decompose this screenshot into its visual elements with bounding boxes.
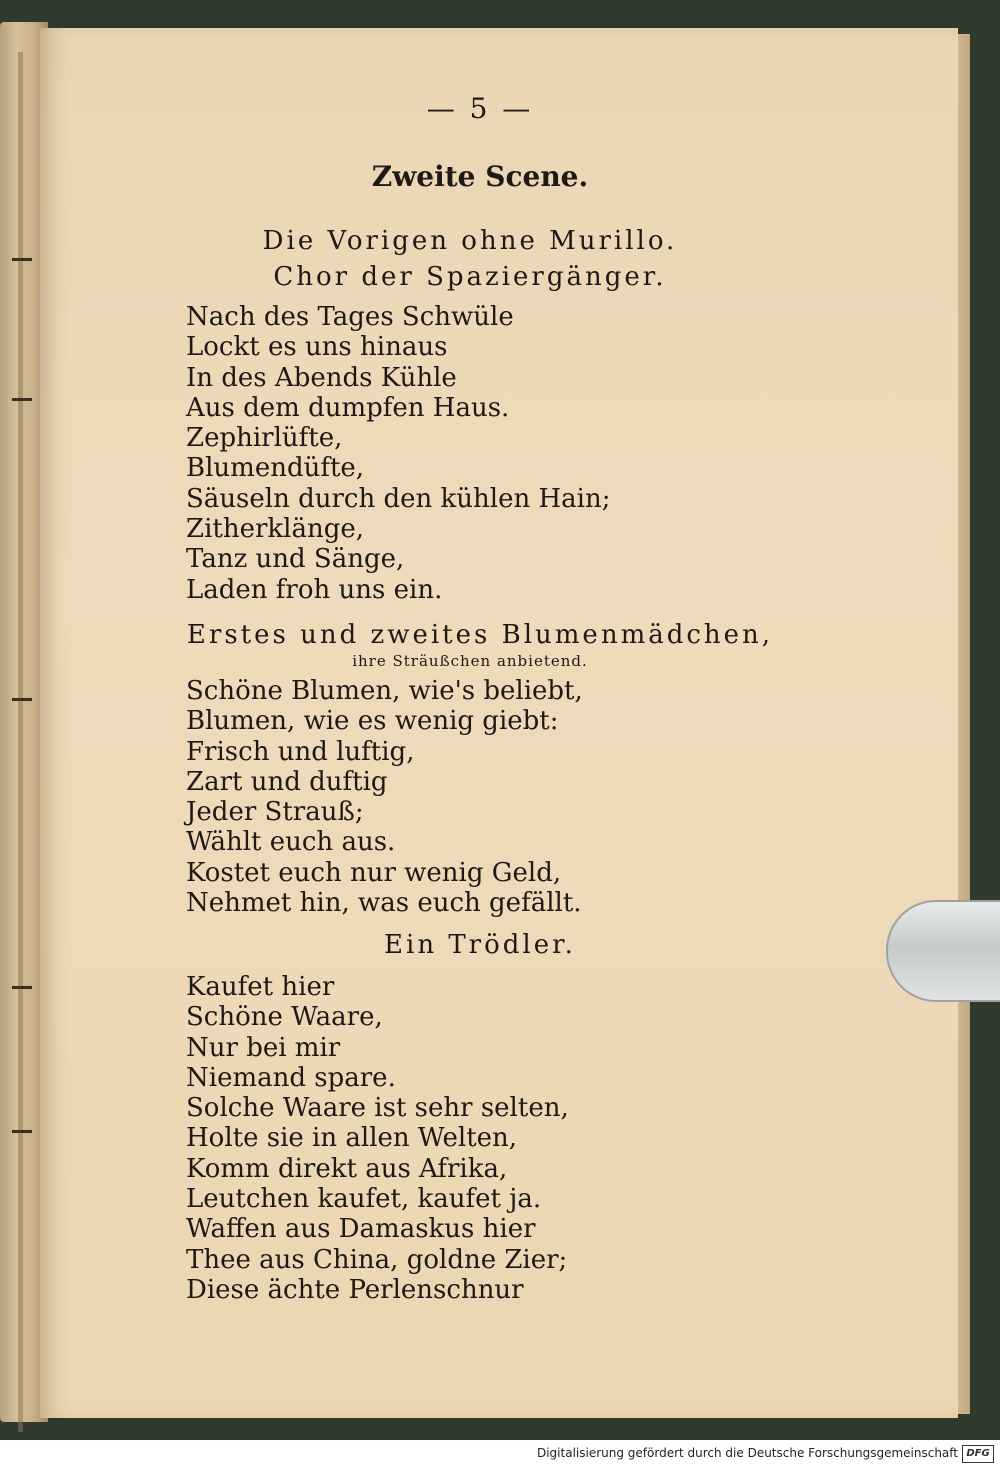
verse-line: In des Abends Kühle: [186, 362, 457, 393]
verse-line: Laden froh uns ein.: [186, 574, 443, 605]
verse-line: Zitherklänge,: [186, 514, 365, 545]
verse-line: Nach des Tages Schwüle: [186, 302, 514, 332]
chorus-verse: [186, 302, 611, 605]
verse-line: Kaufet hier: [186, 972, 335, 1002]
verse-line: Zart und duftig: [186, 766, 388, 797]
footer-bar: [0, 1440, 1000, 1468]
verse-line: Blumen, wie es wenig giebt:: [186, 706, 559, 737]
binding-stitch: [12, 258, 32, 261]
binding-stitch: [12, 986, 32, 989]
verse-line: Nur bei mir: [186, 1032, 341, 1063]
verse-line: Schöne Blumen, wie's beliebt,: [186, 676, 583, 706]
verse-line: Holte sie in allen Welten,: [186, 1123, 518, 1154]
verse-line: Niemand spare.: [186, 1062, 396, 1093]
binding-stitch: [12, 398, 32, 401]
verse-line: Wählt euch aus.: [186, 827, 396, 858]
verse-line: Tanz und Sänge,: [186, 544, 405, 575]
trader-heading: Ein Trödler.: [384, 930, 576, 960]
funding-credit: Digitalisierung gefördert durch die Deutsche Forschungsgemeinschaft: [536, 1446, 958, 1460]
verse-line: Solche Waare ist sehr selten,: [186, 1093, 569, 1124]
verse-line: Waffen aus Damaskus hier: [186, 1214, 536, 1245]
flower-girls-verse: [186, 676, 583, 918]
flower-girls-heading: Erstes und zweites Blumenmädchen,: [186, 620, 774, 650]
verse-line: Leutchen kaufet, kaufet ja.: [186, 1184, 542, 1215]
verse-line: Aus dem dumpfen Haus.: [186, 392, 510, 423]
binding-stitch: [12, 1130, 32, 1133]
stage-direction: Die Vorigen ohne Murillo.: [262, 226, 678, 256]
verse-line: Säuseln durch den kühlen Hain;: [186, 483, 611, 514]
verse-line: Blumendüfte,: [186, 453, 365, 484]
verse-line: Jeder Strauß;: [186, 797, 364, 828]
verse-line: Lockt es uns hinaus: [186, 332, 448, 363]
binding-stitch: [12, 698, 32, 701]
verse-line: Zephirlüfte,: [186, 423, 343, 454]
verse-line: Diese ächte Perlenschnur: [186, 1274, 524, 1305]
verse-line: Nehmet hin, was euch gefällt.: [186, 888, 582, 919]
verse-line: Thee aus China, goldne Zier;: [186, 1244, 568, 1275]
verse-line: Komm direkt aus Afrika,: [186, 1153, 508, 1184]
trader-verse: [186, 972, 569, 1305]
flower-girls-direction: ihre Sträußchen anbietend.: [352, 652, 588, 670]
verse-line: Schöne Waare,: [186, 1002, 383, 1033]
verse-line: Frisch und luftig,: [186, 736, 415, 767]
page-number: — 5 —: [426, 92, 534, 125]
dfg-logo: DFG: [962, 1445, 994, 1463]
verse-line: Kostet euch nur wenig Geld,: [186, 857, 562, 888]
scene-title: Zweite Scene.: [371, 160, 589, 193]
chorus-heading: Chor der Spaziergänger.: [273, 262, 667, 292]
